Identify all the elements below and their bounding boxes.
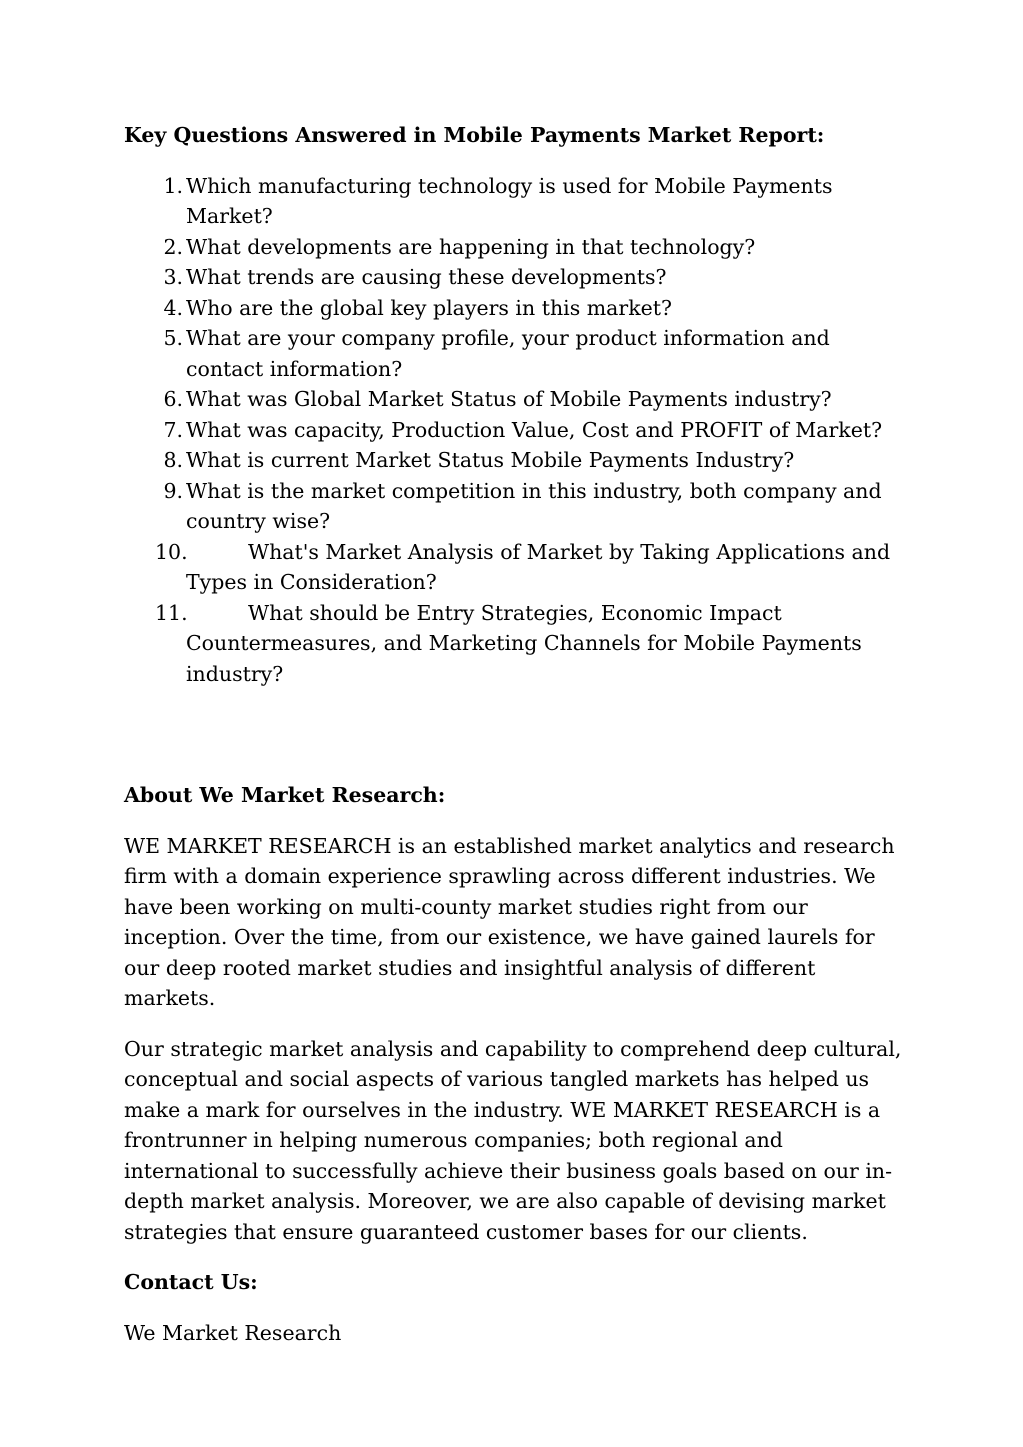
list-item-text: What is the market competition in this industry, both company and country wise? xyxy=(186,478,882,533)
list-item-text: Who are the global key players in this market? xyxy=(186,295,672,320)
list-item xyxy=(124,445,904,476)
list-item-text: What is current Market Status Mobile Payments Industry? xyxy=(186,448,795,472)
list-item-number: 8. xyxy=(163,448,183,472)
about-heading: About We Market Research: xyxy=(124,783,446,807)
about-paragraph-1: WE MARKET RESEARCH is an established market analytics and research firm with a domain experience sprawling across different industries. We have been working on multi-county market studies right from our inception. Over the time, from our existence, we have gained laurels for our deep rooted market studies and insightful analysis of different markets. xyxy=(124,833,895,1010)
list-item xyxy=(124,537,904,598)
list-item-text: What are your company profile, your product information and contact information? xyxy=(186,326,830,381)
list-item-text: What's Market Analysis of Market by Taking Applications and Types in Consideration? xyxy=(186,539,891,594)
list-item xyxy=(124,262,904,293)
list-item xyxy=(124,598,904,690)
list-item-number: 7. xyxy=(163,417,183,442)
list-item-text: What developments are happening in that technology? xyxy=(186,234,756,259)
list-item-number: 9. xyxy=(163,478,183,503)
questions-heading: Key Questions Answered in Mobile Payments Market Report: xyxy=(124,123,825,147)
list-item xyxy=(124,232,904,263)
list-item-text: Which manufacturing technology is used for Mobile Payments Market? xyxy=(186,173,833,228)
list-item-number: 2. xyxy=(163,234,183,259)
contact-company-name: We Market Research xyxy=(124,1320,342,1345)
list-item xyxy=(124,476,904,537)
list-item-number: 5. xyxy=(163,326,183,350)
contact-heading: Contact Us: xyxy=(124,1270,258,1294)
list-item xyxy=(124,415,904,446)
list-item-number: 11. xyxy=(155,600,188,625)
list-item-text: What should be Entry Strategies, Economic Impact Countermeasures, and Marketing Channels for Mobile Payments industry? xyxy=(186,600,862,686)
questions-list xyxy=(124,171,904,690)
list-item xyxy=(124,171,904,232)
list-item xyxy=(124,384,904,415)
list-item-text: What was Global Market Status of Mobile Payments industry? xyxy=(186,387,832,411)
list-item-number: 4. xyxy=(163,295,183,320)
list-item-number: 10. xyxy=(155,539,188,564)
list-item-text: What was capacity, Production Value, Cost and PROFIT of Market? xyxy=(186,417,883,442)
list-item xyxy=(124,293,904,324)
list-item xyxy=(124,323,904,384)
list-item-number: 6. xyxy=(163,387,183,411)
document-page xyxy=(124,120,904,1348)
about-paragraph-2: Our strategic market analysis and capability to comprehend deep cultural, conceptual and social aspects of various tangled markets has helped us make a mark for ourselves in the industry. WE MARKET RESEARCH is a frontrunner in helping numerous companies; both regional and international to successfully achieve their business goals based on our in-depth market analysis. Moreover, we are also capable of devising market strategies that ensure guaranteed customer bases for our clients. xyxy=(124,1036,902,1244)
list-item-number: 1. xyxy=(163,173,183,198)
list-item-text: What trends are causing these developments? xyxy=(186,265,667,289)
list-item-number: 3. xyxy=(163,265,183,289)
